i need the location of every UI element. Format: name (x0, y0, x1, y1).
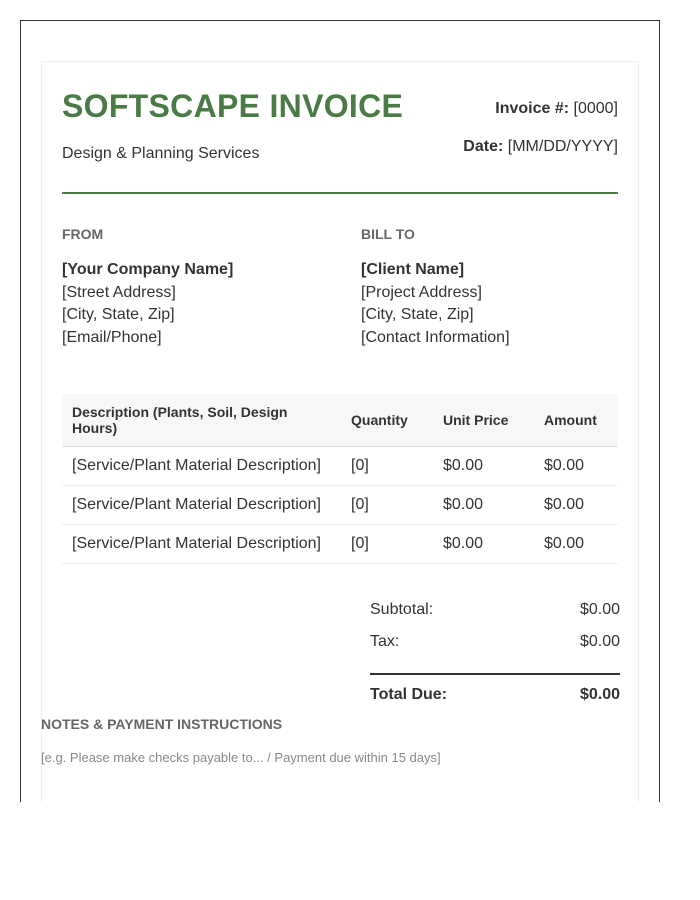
row-amount: $0.00 (534, 447, 618, 486)
row-quantity: [0] (341, 486, 433, 525)
invoice-number (495, 100, 618, 118)
from-city: [City, State, Zip] (62, 306, 175, 323)
tax-value: $0.00 (579, 633, 620, 650)
tax-row (370, 630, 620, 662)
total-due-label: Total Due: (370, 686, 448, 703)
bill-to-street: [Project Address] (361, 283, 482, 301)
row-description: [Service/Plant Material Description] (62, 486, 341, 525)
bill-to-heading: BILL TO (361, 226, 415, 242)
notes-section (41, 716, 599, 765)
subtotal-label: Subtotal: (370, 601, 434, 618)
total-due-value: $0.00 (579, 686, 620, 703)
notes-text: [e.g. Please make checks payable to... / Payment due within 15 days] (41, 750, 441, 765)
column-header-amount: Amount (534, 394, 618, 447)
invoice-header (62, 62, 618, 194)
row-amount: $0.00 (534, 486, 618, 525)
totals-block (370, 598, 620, 715)
company-tagline: Design & Planning Services (62, 145, 260, 162)
column-header-unit-price: Unit Price (433, 394, 534, 447)
bill-to-client-name: [Client Name] (361, 261, 465, 278)
row-amount: $0.00 (534, 525, 618, 564)
row-quantity: [0] (341, 525, 433, 564)
from-street: [Street Address] (62, 283, 176, 301)
from-contact: [Email/Phone] (62, 328, 162, 346)
line-items-table (62, 394, 618, 564)
row-unit-price: $0.00 (433, 486, 534, 525)
invoice-number-value: [0000] (573, 100, 618, 117)
invoice-title: SOFTSCAPE INVOICE (62, 88, 404, 124)
from-company-name: [Your Company Name] (62, 261, 234, 278)
tax-label: Tax: (370, 633, 400, 650)
invoice-sheet (41, 61, 639, 802)
invoice-date (463, 138, 618, 156)
invoice-date-label: Date: (463, 138, 504, 155)
party-details (62, 194, 618, 394)
total-due-row (370, 673, 620, 715)
bill-to-contact: [Contact Information] (361, 328, 510, 346)
invoice-number-label: Invoice #: (495, 100, 570, 117)
table-header-row (62, 394, 618, 447)
row-description: [Service/Plant Material Description] (62, 447, 341, 486)
row-description: [Service/Plant Material Description] (62, 525, 341, 564)
bill-to-block (361, 227, 510, 349)
document-frame (20, 20, 660, 802)
table-row (62, 486, 618, 525)
column-header-quantity: Quantity (341, 394, 433, 447)
subtotal-row (370, 598, 620, 630)
row-quantity: [0] (341, 447, 433, 486)
subtotal-value: $0.00 (579, 601, 620, 618)
from-block (62, 227, 233, 349)
bill-to-city: [City, State, Zip] (361, 306, 474, 323)
table-row (62, 525, 618, 564)
column-header-description: Description (Plants, Soil, Design Hours) (62, 394, 341, 447)
table-row (62, 447, 618, 486)
row-unit-price: $0.00 (433, 525, 534, 564)
invoice-date-value: [MM/DD/YYYY] (507, 138, 618, 155)
row-unit-price: $0.00 (433, 447, 534, 486)
notes-heading: NOTES & PAYMENT INSTRUCTIONS (41, 716, 283, 732)
from-heading: FROM (62, 226, 104, 242)
